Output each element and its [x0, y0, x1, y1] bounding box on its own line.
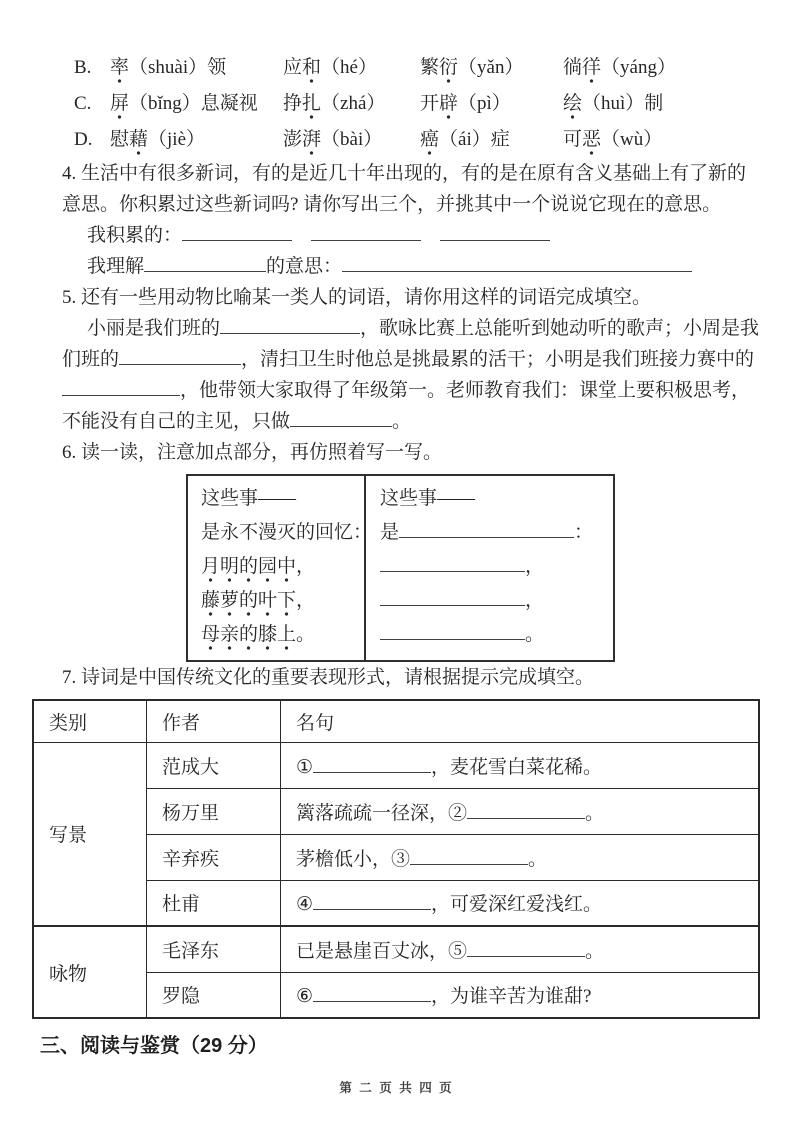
question-6 — [0, 437, 793, 662]
text-segment: ， — [525, 556, 545, 577]
page-footer: 第 二 页 共 四 页 — [339, 1081, 454, 1095]
example-line — [201, 618, 364, 652]
answer-blank — [380, 626, 525, 640]
text-segment: 这些事—— — [380, 488, 476, 509]
answer-line — [380, 584, 613, 618]
pinyin-item — [110, 86, 283, 122]
question-7 — [0, 662, 793, 1019]
emphasized-text: 湃 — [302, 129, 321, 156]
emphasized-text: 辟 — [439, 93, 458, 120]
text-segment: ， — [296, 556, 316, 577]
question-5-line — [62, 375, 793, 406]
answer-blank — [313, 759, 431, 773]
text-segment: 应 — [283, 57, 303, 78]
question-5-intro — [62, 282, 793, 313]
answer-blank — [399, 524, 574, 538]
sentence-cell — [281, 788, 760, 834]
emphasized-text: 衍 — [439, 57, 458, 84]
text-segment: 4. 生活中有很多新词，有的是近几十年出现的，有的是在原有含义基础上有了新的 — [62, 163, 747, 184]
question-4-line — [62, 189, 793, 220]
example-line — [201, 584, 364, 618]
answer-blank — [467, 943, 585, 957]
answer-blank — [410, 851, 528, 865]
text-segment: ，麦花雪白菜花稀。 — [431, 756, 603, 778]
text-segment — [292, 225, 311, 246]
text-segment: 们班的 — [62, 349, 120, 370]
section-3-heading: 三、阅读与鉴赏（29 分） — [40, 1035, 268, 1057]
text-segment: ， — [296, 590, 316, 611]
pinyin-item — [283, 122, 420, 158]
text-segment: 茅檐低小，③ — [296, 848, 411, 870]
author-cell: 毛泽东 — [147, 926, 281, 972]
text-segment: 挣 — [283, 93, 303, 114]
text-segment: （bǐng）息凝视 — [129, 93, 258, 114]
answer-line — [380, 516, 613, 550]
text-segment: （yǎn） — [458, 57, 524, 78]
text-segment: 这些事—— — [201, 488, 297, 509]
answer-blank — [380, 592, 525, 606]
text-segment: 不能没有自己的主见，只做 — [62, 411, 291, 432]
answer-line — [380, 482, 613, 516]
text-segment: 是永不漫灭的回忆： — [201, 522, 373, 543]
question-4-line — [62, 158, 793, 189]
text-segment — [421, 225, 440, 246]
text-segment: （wù） — [601, 129, 663, 150]
pinyin-item — [420, 86, 563, 122]
question-5-line — [87, 313, 793, 344]
question-6-example-column — [188, 476, 373, 660]
emphasized-text: 屏 — [110, 93, 129, 120]
text-segment: （pì） — [458, 93, 511, 114]
emphasized-text: 率 — [110, 57, 129, 84]
text-segment: （huì）制 — [582, 93, 664, 114]
text-segment: （bài） — [321, 129, 383, 150]
pinyin-item — [283, 86, 420, 122]
author-cell: 杜甫 — [147, 880, 281, 926]
pinyin-item — [563, 86, 793, 122]
answer-blank — [220, 320, 360, 334]
answer-blank — [380, 558, 525, 572]
pinyin-item — [110, 50, 283, 86]
text-segment: 。 — [585, 802, 605, 824]
option-label: B. — [74, 57, 92, 78]
text-segment: 已是悬崖百丈冰，⑤ — [296, 940, 468, 962]
text-segment: 慰 — [110, 129, 130, 150]
answer-blank — [119, 351, 241, 365]
text-segment: 开 — [420, 93, 440, 114]
text-segment: 澎 — [283, 129, 303, 150]
question-6-intro: 6. 读一读，注意加点部分，再仿照着写一写。 — [62, 442, 443, 463]
emphasized-text: 和 — [302, 57, 321, 84]
text-segment: （zhá） — [321, 93, 386, 114]
question-5-line — [62, 344, 793, 375]
answer-blank — [313, 896, 431, 910]
pinyin-item — [110, 122, 283, 158]
option-label: D. — [74, 129, 93, 150]
text-segment: 是 — [380, 522, 400, 543]
sentence-cell — [281, 742, 760, 788]
text-segment: ⑥ — [296, 986, 314, 1008]
answer-blank — [311, 227, 421, 241]
example-line — [201, 550, 364, 584]
emphasized-text: 藉 — [129, 129, 148, 156]
question-4-accumulate-line — [87, 220, 793, 251]
text-segment: ，歌咏比赛上总能听到她动听的歌声；小周是我 — [360, 318, 760, 339]
text-segment: （hé） — [321, 57, 377, 78]
text-segment: 意思。你积累过这些新词吗? 请你写出三个，并挑其中一个说说它现在的意思。 — [62, 194, 722, 215]
text-segment: 。 — [525, 624, 545, 645]
text-segment: 小丽是我们班的 — [87, 318, 221, 339]
pinyin-item — [420, 50, 563, 86]
author-cell: 罗隐 — [147, 972, 281, 1018]
author-cell: 辛弃疾 — [147, 834, 281, 880]
text-segment: 。 — [296, 624, 316, 645]
text-segment: ① — [296, 756, 314, 778]
answer-line — [380, 550, 613, 584]
text-segment: 徜 — [563, 57, 583, 78]
text-segment: （ái）症 — [439, 129, 510, 150]
text-segment: 。 — [585, 940, 605, 962]
pinyin-item — [420, 122, 563, 158]
category-cell: 咏物 — [33, 926, 147, 1018]
poetry-table — [32, 699, 760, 1019]
example-line — [201, 516, 373, 550]
text-segment: 可 — [563, 129, 583, 150]
answer-blank — [290, 413, 392, 427]
text-segment: ： — [574, 522, 594, 543]
option-row-b — [74, 50, 793, 86]
author-cell: 杨万里 — [147, 788, 281, 834]
text-segment: ，清扫卫生时他总是挑最累的活干；小明是我们班接力赛中的 — [241, 349, 755, 370]
text-segment: （yáng） — [601, 57, 676, 78]
emphasized-text: 母亲的膝上 — [201, 624, 296, 651]
emphasized-text: 月明的园中 — [201, 556, 296, 583]
text-segment: 繁 — [420, 57, 440, 78]
header-sentence: 名句 — [281, 700, 760, 742]
category-cell: 写景 — [33, 742, 147, 926]
text-segment: ，可爱深红爱浅红。 — [431, 894, 603, 916]
emphasized-text: 扎 — [302, 93, 321, 120]
answer-blank — [467, 805, 585, 819]
pinyin-item — [283, 50, 420, 86]
sentence-cell — [281, 834, 760, 880]
text-segment: ，为谁辛苦为谁甜? — [431, 986, 592, 1008]
question-6-answer-column — [366, 476, 613, 660]
emphasized-text: 徉 — [582, 57, 601, 84]
text-segment: 。 — [392, 411, 412, 432]
text-segment: 篱落疏疏一径深，② — [296, 802, 468, 824]
emphasized-text: 癌 — [420, 129, 439, 156]
text-segment: ④ — [296, 894, 314, 916]
answer-blank — [182, 227, 292, 241]
option-row-c — [74, 86, 793, 122]
text-segment: 我积累的： — [87, 225, 183, 246]
header-category: 类别 — [33, 700, 147, 742]
emphasized-text: 恶 — [582, 129, 601, 156]
poetry-table-header-row — [33, 700, 759, 742]
header-author: 作者 — [147, 700, 281, 742]
sentence-cell — [281, 880, 760, 926]
text-segment: 5. 还有一些用动物比喻某一类人的词语，请你用这样的词语完成填空。 — [62, 287, 652, 308]
question-4-understand-line — [87, 251, 793, 282]
answer-blank — [440, 227, 550, 241]
option-label: C. — [74, 93, 92, 114]
emphasized-text: 绘 — [563, 93, 582, 120]
question-6-imitation-box — [186, 474, 615, 662]
answer-line — [380, 618, 613, 652]
question-5 — [0, 282, 793, 437]
answer-blank — [144, 258, 266, 272]
pinyin-item — [563, 50, 793, 86]
text-segment: 。 — [528, 848, 548, 870]
text-segment: （shuài）领 — [129, 57, 227, 78]
pinyin-options-block — [0, 0, 793, 158]
answer-blank — [313, 988, 431, 1002]
sentence-cell — [281, 972, 760, 1018]
question-5-line — [62, 406, 793, 437]
text-segment: （jiè） — [148, 129, 206, 150]
option-row-d — [74, 122, 793, 158]
example-line — [201, 482, 364, 516]
author-cell: 范成大 — [147, 742, 281, 788]
text-segment: ，他带领大家取得了年级第一。老师教育我们：课堂上要积极思考， — [180, 380, 751, 401]
text-segment: ， — [525, 590, 545, 611]
table-row — [33, 742, 759, 788]
question-7-intro: 7. 诗词是中国传统文化的重要表现形式，请根据提示完成填空。 — [62, 667, 595, 688]
text-segment: 我理解 — [87, 256, 145, 277]
emphasized-text: 藤萝的叶下 — [201, 590, 296, 617]
sentence-cell — [281, 926, 760, 972]
text-segment: 的意思： — [266, 256, 343, 277]
pinyin-item — [563, 122, 793, 158]
table-row — [33, 926, 759, 972]
answer-blank — [62, 382, 180, 396]
question-4 — [0, 158, 793, 282]
answer-blank — [342, 258, 692, 272]
